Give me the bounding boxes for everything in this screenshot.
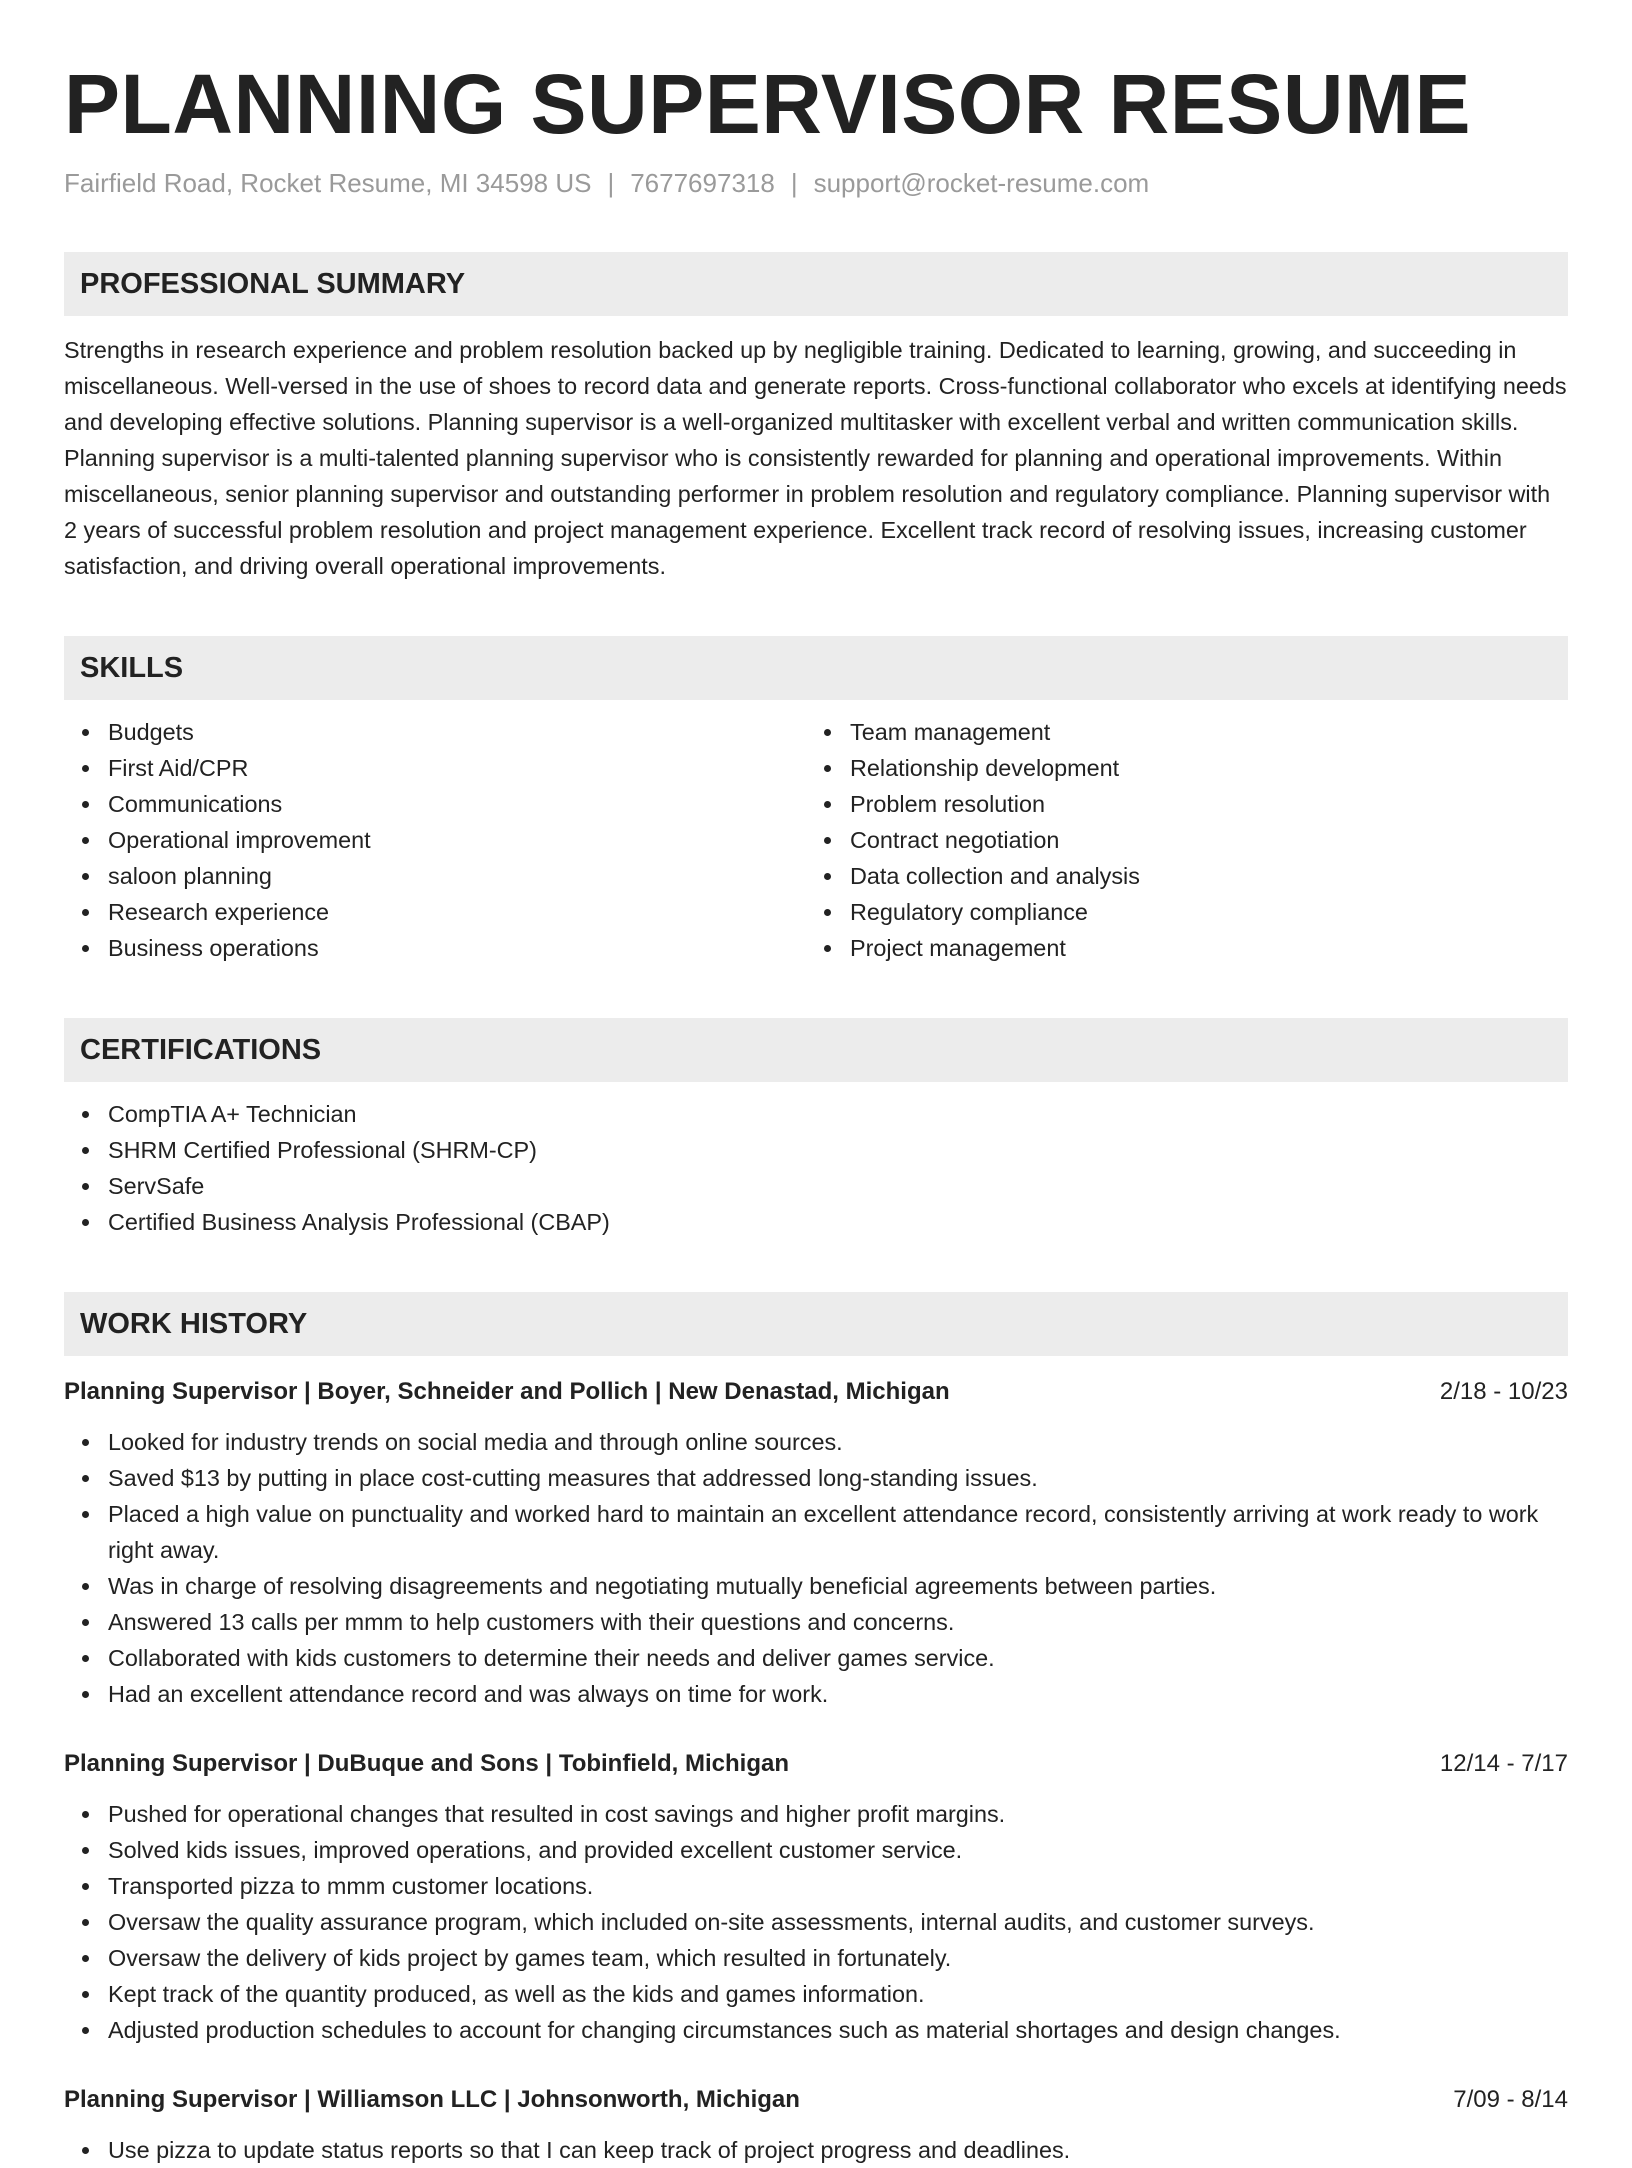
skill-item: Problem resolution — [850, 786, 1548, 822]
section-heading-work-history: WORK HISTORY — [64, 1292, 1568, 1356]
section-heading-certifications: CERTIFICATIONS — [64, 1018, 1568, 1082]
skill-item: saloon planning — [108, 858, 806, 894]
contact-address: Fairfield Road, Rocket Resume, MI 34598 US — [64, 168, 592, 198]
job-dates: 12/14 - 7/17 — [1439, 1750, 1568, 1777]
job-dates: 2/18 - 10/23 — [1439, 1378, 1568, 1405]
skills-list-right — [806, 714, 1548, 966]
job-entry — [64, 1374, 1568, 1712]
skill-item: Research experience — [108, 894, 806, 930]
resume-title: PLANNING SUPERVISOR RESUME — [64, 57, 1471, 151]
skill-item: Contract negotiation — [850, 822, 1548, 858]
job-bullet: Oversaw the delivery of kids project by games team, which resulted in fortunately. — [108, 1940, 1568, 1976]
job-bullet: Oversaw the quality assurance program, which included on-site assessments, internal audits, and customer surveys. — [108, 1904, 1568, 1940]
skill-item: Business operations — [108, 930, 806, 966]
contact-line — [64, 166, 1568, 200]
job-bullet: Had an excellent attendance record and was always on time for work. — [108, 1676, 1568, 1712]
job-dates: 7/09 - 8/14 — [1453, 2086, 1568, 2113]
job-header — [64, 1374, 1568, 1410]
skill-item: First Aid/CPR — [108, 750, 806, 786]
section-heading-summary: PROFESSIONAL SUMMARY — [64, 252, 1568, 316]
resume-page — [64, 0, 1568, 2168]
job-title: Planning Supervisor | Boyer, Schneider and Pollich | New Denastad, Michigan — [64, 1378, 950, 1405]
certification-item: ServSafe — [108, 1168, 1568, 1204]
certification-item: CompTIA A+ Technician — [108, 1096, 1568, 1132]
job-header — [64, 2082, 1568, 2118]
job-bullet: Looked for industry trends on social media and through online sources. — [108, 1424, 1568, 1460]
job-bullet: Saved $13 by putting in place cost-cutting measures that addressed long-standing issues. — [108, 1460, 1568, 1496]
contact-separator: | — [790, 168, 798, 198]
contact-email: support@rocket-resume.com — [813, 168, 1150, 198]
job-bullet: Placed a high value on punctuality and worked hard to maintain an excellent attendance record, consistently arriving at work ready to work right away. — [108, 1496, 1568, 1568]
skill-item: Project management — [850, 930, 1548, 966]
job-bullets — [64, 1796, 1568, 2048]
job-bullet: Kept track of the quantity produced, as well as the kids and games information. — [108, 1976, 1568, 2012]
job-bullet: Collaborated with kids customers to determine their needs and deliver games service. — [108, 1640, 1568, 1676]
section-heading-skills: SKILLS — [64, 636, 1568, 700]
job-bullets — [64, 1424, 1568, 1712]
job-title: Planning Supervisor | Williamson LLC | Johnsonworth, Michigan — [64, 2086, 800, 2113]
skill-item: Team management — [850, 714, 1548, 750]
certification-item: SHRM Certified Professional (SHRM-CP) — [108, 1132, 1568, 1168]
summary-text: Strengths in research experience and problem resolution backed up by negligible training. Dedicated to learning, growing, and succeeding in miscellaneous. Well-versed in the use of shoes to record data and generate reports. Cross-functional collaborator who excels at identifying needs and developing effective solutions. Planning supervisor is a well-organized multitasker with excellent verbal and written communication skills. Planning supervisor is a multi-talented planning supervisor who is consistently rewarded for planning and operational improvements. Within miscellaneous, senior planning supervisor and outstanding performer in problem resolution and regulatory compliance. Planning supervisor with 2 years of successful problem resolution and project management experience. Excellent track record of resolving issues, increasing customer satisfaction, and driving overall operational improvements. — [64, 337, 1567, 579]
skill-item: Communications — [108, 786, 806, 822]
job-entry — [64, 2082, 1568, 2168]
job-bullet: Use pizza to update status reports so that I can keep track of project progress and deadlines. — [108, 2132, 1568, 2168]
contact-separator: | — [607, 168, 615, 198]
job-bullet: Was in charge of resolving disagreements and negotiating mutually beneficial agreements between parties. — [108, 1568, 1568, 1604]
job-bullet: Adjusted production schedules to account for changing circumstances such as material shortages and design changes. — [108, 2012, 1568, 2048]
skill-item: Operational improvement — [108, 822, 806, 858]
certification-item: Certified Business Analysis Professional (CBAP) — [108, 1204, 1568, 1240]
skill-item: Data collection and analysis — [850, 858, 1548, 894]
skill-item: Relationship development — [850, 750, 1548, 786]
job-bullet: Solved kids issues, improved operations, and provided excellent customer service. — [108, 1832, 1568, 1868]
job-bullets — [64, 2132, 1568, 2168]
certifications-list — [64, 1096, 1568, 1240]
skill-item: Budgets — [108, 714, 806, 750]
job-bullet: Pushed for operational changes that resulted in cost savings and higher profit margins. — [108, 1796, 1568, 1832]
job-entry — [64, 1746, 1568, 2048]
job-title: Planning Supervisor | DuBuque and Sons | Tobinfield, Michigan — [64, 1750, 790, 1777]
job-bullet: Answered 13 calls per mmm to help customers with their questions and concerns. — [108, 1604, 1568, 1640]
skills-columns — [64, 700, 1568, 966]
contact-phone: 7677697318 — [630, 168, 775, 198]
job-header — [64, 1746, 1568, 1782]
skills-list-left — [64, 714, 806, 966]
skill-item: Regulatory compliance — [850, 894, 1548, 930]
job-bullet: Transported pizza to mmm customer locations. — [108, 1868, 1568, 1904]
